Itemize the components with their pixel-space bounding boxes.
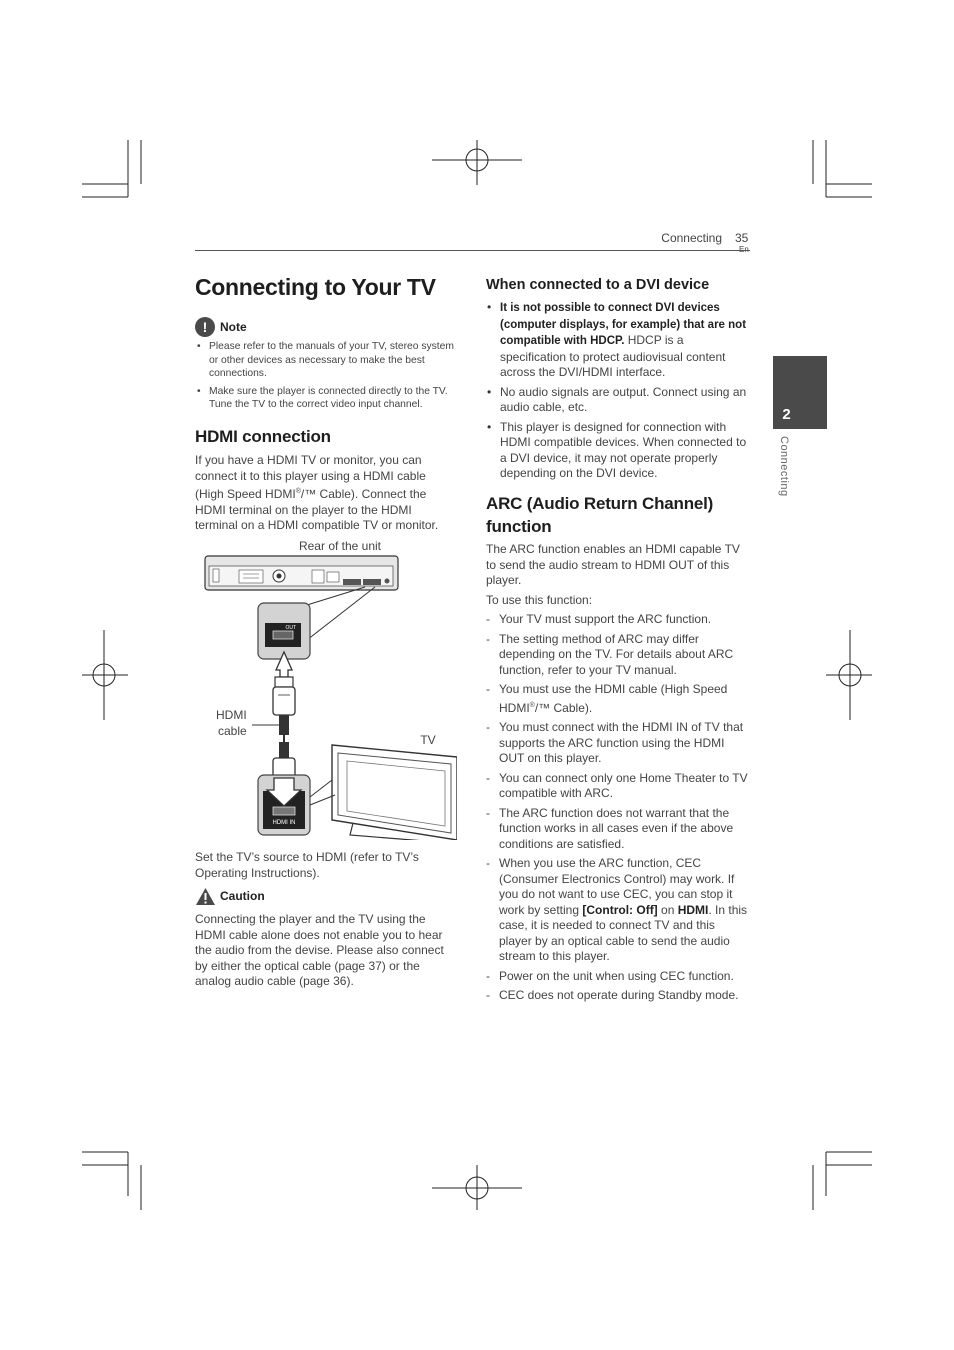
caution-text: Connecting the player and the TV using the HDMI cable alone does not enable you to hear the audio from the devise. Please also connect by either the optical cable (page 37) or the analog audio cable (page 36). [195,912,444,988]
note-item: • Make sure the player is connected directly to the TV. Tune the TV to the correct video input channel. [195,385,457,412]
note-label: Note [220,320,247,334]
chapter-label: Connecting [778,436,790,497]
header-rule [195,250,750,251]
tv-source-text: Set the TV’s source to HDMI (refer to TV’s Operating Instructions). [195,850,419,880]
arc-item: - Power on the unit when using CEC function. [486,969,748,985]
hdmi-paragraph: If you have a HDMI TV or monitor, you can connect it to this player using a HDMI cable (High Speed HDMI®/™ Cable). Connect the HDMI terminal on the player to the HDMI terminal on a HDMI compatible TV or monitor. [195,453,439,532]
arc-item: - CEC does not operate during Standby mode. [486,988,748,1004]
page-title: Connecting to Your TV [195,274,436,300]
arc-item: - Your TV must support the ARC function. [486,612,748,628]
dvi-item: • It is not possible to connect DVI devices (computer displays, for example) that are not compatible with HDCP. HDCP is a specification to protect audiovisual content across the DVI/HDMI interface. [486,300,748,381]
out-label: OUT [285,625,296,631]
page-number: 35 [735,231,749,245]
arc-heading: ARC (Audio Return Channel) function [486,494,714,536]
arc-item: - You can connect only one Home Theater to TV compatible with ARC. [486,771,748,802]
arc-use-label: To use this function: [486,593,593,607]
arc-requirements-list [486,612,748,1008]
arc-item: - You must connect with the HDMI IN of TV that supports the ARC function using the HDMI OUT on this player. [486,720,748,767]
player-rear-panel [205,556,398,590]
tv-label: TV [420,733,436,747]
rear-of-unit-label: Rear of the unit [298,539,382,553]
note-item: • Please refer to the manuals of your TV, stereo system or other devices as necessary to make the best connections. [195,340,457,381]
warning-triangle-icon [195,887,216,906]
hdmi-connection-diagram [195,535,457,840]
hdmi-cable-label-1: HDMI [216,708,247,722]
hdmi-cable-label-2: cable [218,724,247,738]
dvi-item: • This player is designed for connection with HDMI compatible devices. When connected to a DVI device, it may not operate properly depending on the DVI device. [486,420,748,482]
dvi-list [486,300,748,486]
dvi-heading: When connected to a DVI device [486,277,710,293]
hdmi-heading: HDMI connection [195,427,331,446]
arc-intro: The ARC function enables an HDMI capable TV to send the audio stream to HDMI OUT of this player. [486,542,740,587]
arc-item: - The ARC function does not warrant that the function works in all cases even if the above conditions are satisfied. [486,806,748,853]
caution-label: Caution [220,889,265,903]
chapter-number: 2 [782,406,791,423]
running-header-section: Connecting [661,231,722,245]
arc-item: - You must use the HDMI cable (High Speed HDMI®/™ Cable). [486,682,748,716]
dvi-item: • No audio signals are output. Connect using an audio cable, etc. [486,385,748,416]
arc-item: - When you use the ARC function, CEC (Consumer Electronics Control) may work. If you do not want to use CEC, you can stop it work by setting [Control: Off] on HDMI. In this case, it is needed to connect TV and this player by an optical cable to send the audio stream to this player. [486,856,748,965]
hdmi-in-label: HDMI IN [272,820,296,826]
exclamation-icon: ! [195,317,215,337]
tv-illustration [332,745,457,840]
arc-item: - The setting method of ARC may differ depending on the TV. For details about ARC function, refer to your TV manual. [486,632,748,679]
note-list [195,340,457,416]
